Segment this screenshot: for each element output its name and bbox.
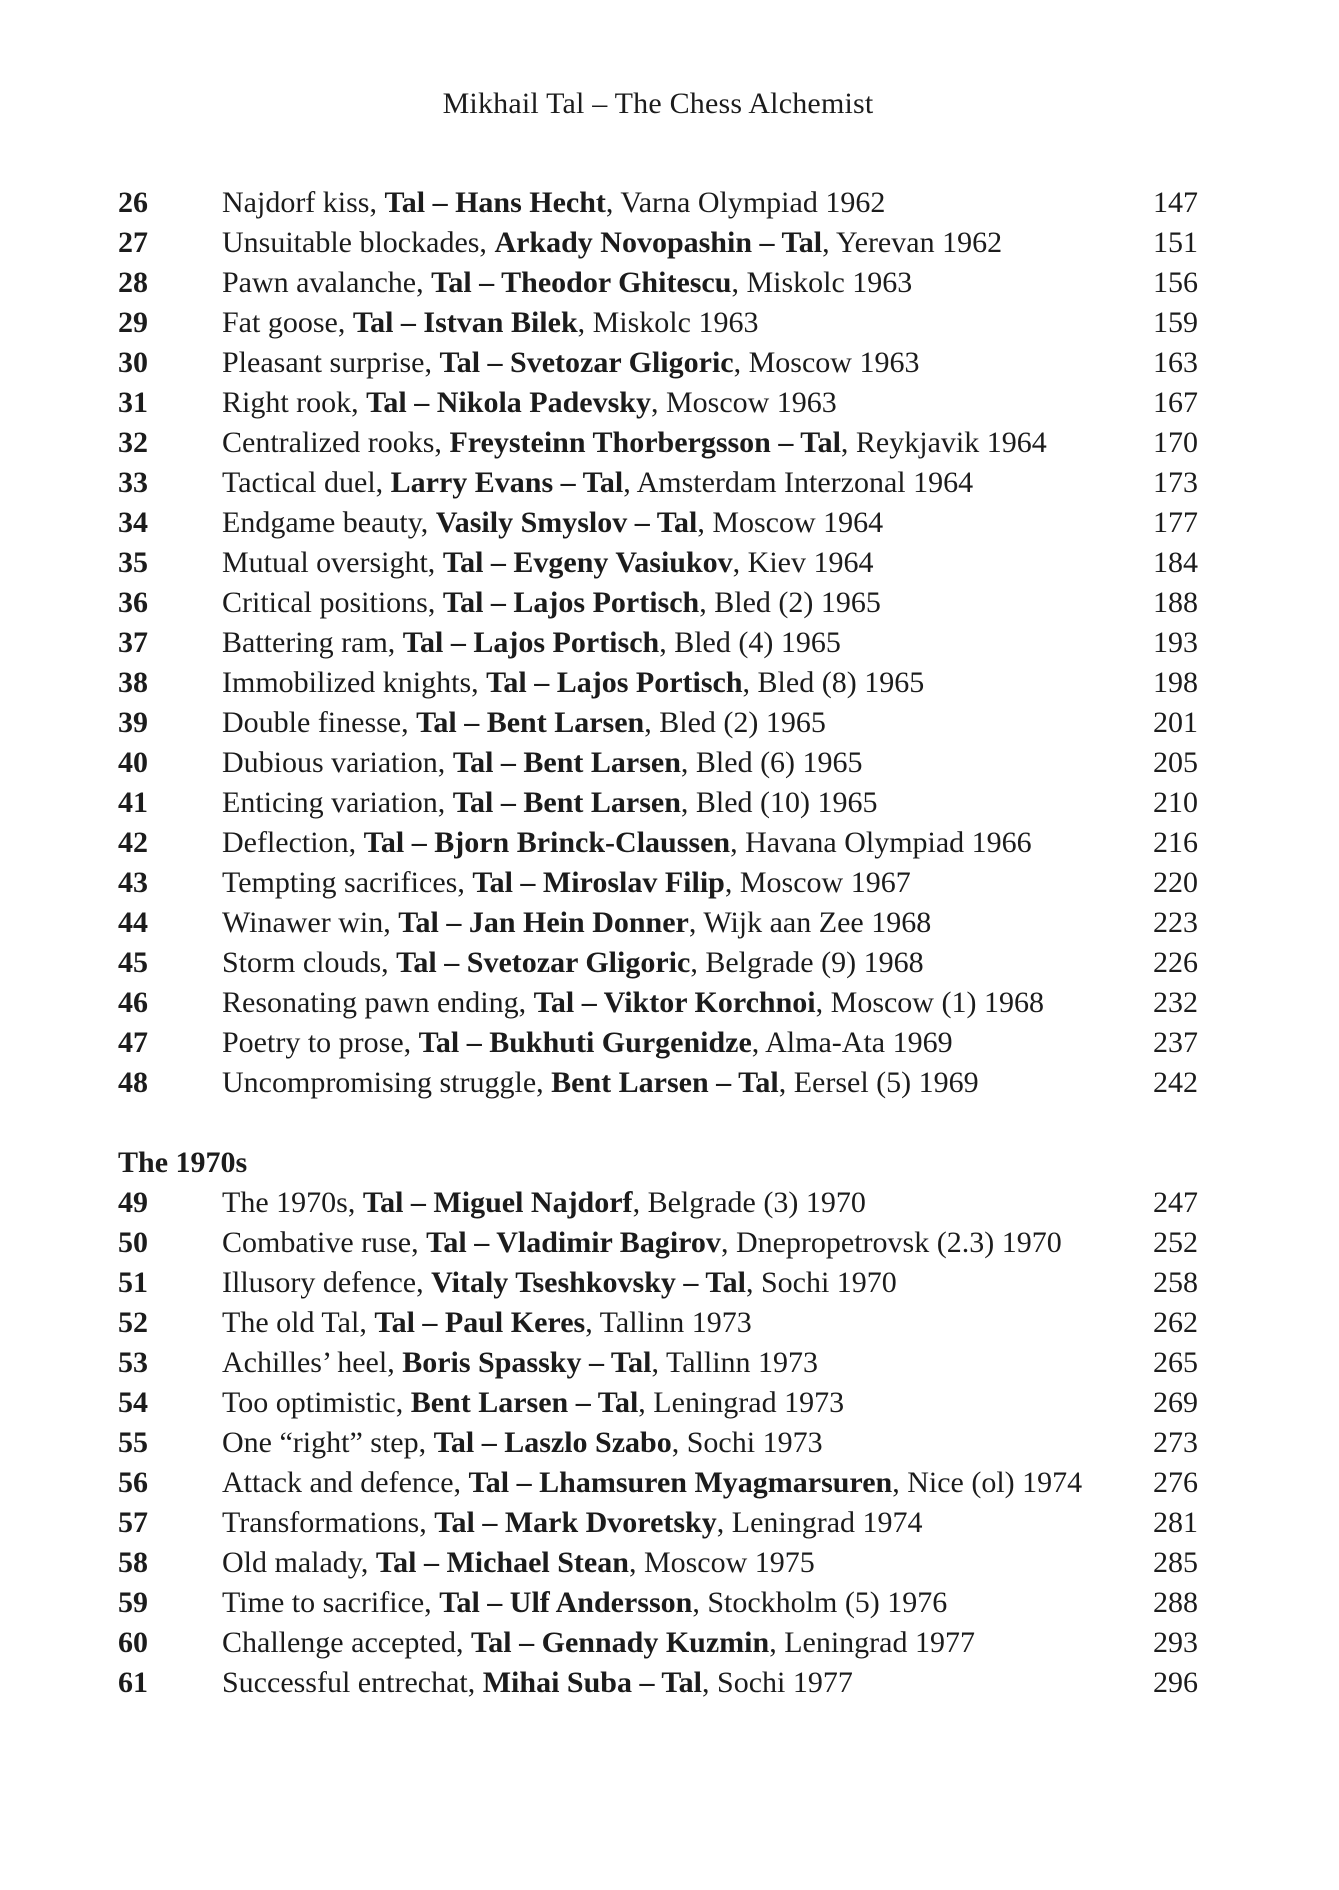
toc-entry [118,1223,1198,1263]
entry-title [222,503,1136,543]
entry-page-number: 265 [1153,1346,1198,1379]
entry-page-number: 205 [1153,746,1198,779]
toc-entry [118,703,1198,743]
entry-title-suffix: , Bled (8) 1965 [742,666,925,699]
entry-title-suffix: , Moscow 1967 [724,866,911,899]
toc-entry [118,863,1198,903]
entry-players: Tal – Evgeny Vasiukov [442,546,733,579]
entry-players: Boris Spassky – Tal [402,1346,652,1379]
entry-page-number: 184 [1153,546,1198,579]
entry-title [222,543,1136,583]
entry-title-suffix: , Moscow (1) 1968 [815,986,1044,1019]
entry-players: Tal – Ulf Andersson [439,1586,693,1619]
entry-number: 38 [118,666,148,699]
entry-title-suffix: , Miskolc 1963 [731,266,913,299]
entry-title [222,983,1136,1023]
entry-title-suffix: , Dnepropetrovsk (2.3) 1970 [720,1226,1062,1259]
entry-number: 43 [118,866,148,899]
entry-number: 51 [118,1266,148,1299]
entry-number: 35 [118,546,148,579]
entry-players: Tal – Hans Hecht [384,186,606,219]
entry-page-number: 210 [1153,786,1198,819]
entry-title-suffix: , Kiev 1964 [732,546,874,579]
entry-title-suffix: , Tallinn 1973 [585,1306,752,1339]
section-heading: The 1970s [118,1146,248,1179]
entry-page-number: 159 [1153,306,1198,339]
entry-number: 54 [118,1386,148,1419]
entry-title [222,823,1136,863]
entry-title-suffix: , Sochi 1970 [745,1266,897,1299]
page-title: Mikhail Tal – The Chess Alchemist [442,87,874,120]
entry-title-suffix: , Eersel (5) 1969 [778,1066,979,1099]
entry-title-prefix: Illusory defence, [222,1266,432,1299]
entry-title-prefix: Combative ruse, [222,1226,427,1259]
entry-number: 29 [118,306,148,339]
entry-players: Tal – Miguel Najdorf [362,1186,633,1219]
entry-page-number: 262 [1153,1306,1198,1339]
entry-title-prefix: Fat goose, [222,306,353,339]
entry-title [222,943,1136,983]
entry-title-prefix: Centralized rooks, [222,426,450,459]
entry-title-prefix: Mutual oversight, [222,546,443,579]
entry-page-number: 296 [1153,1666,1198,1699]
entry-players: Tal – Miroslav Filip [472,866,725,899]
entry-title-prefix: One “right” step, [222,1426,434,1459]
entry-page-number: 147 [1153,186,1198,219]
entry-players: Tal – Bent Larsen [452,786,681,819]
entry-page-number: 170 [1153,426,1198,459]
toc-entry [118,1543,1198,1583]
entry-page-number: 288 [1153,1586,1198,1619]
entry-title-suffix: , Varna Olympiad 1962 [605,186,886,219]
entry-number: 42 [118,826,148,859]
toc-entry [118,303,1198,343]
toc-entry [118,383,1198,423]
toc-entry [118,263,1198,303]
entry-players: Bent Larsen – Tal [551,1066,779,1099]
toc-entry [118,1463,1198,1503]
entry-number: 61 [118,1666,148,1699]
entry-players: Tal – Svetozar Gligoric [439,346,734,379]
entry-page-number: 285 [1153,1546,1198,1579]
entry-players: Tal – Lajos Portisch [486,666,743,699]
entry-page-number: 276 [1153,1466,1198,1499]
entry-title-prefix: Old malady, [222,1546,376,1579]
entry-title [222,623,1136,663]
toc-entry [118,1383,1198,1423]
entry-number: 36 [118,586,148,619]
toc-entry [118,1263,1198,1303]
entry-title-prefix: Time to sacrifice, [222,1586,440,1619]
entry-players: Tal – Bent Larsen [416,706,645,739]
toc-entry [118,743,1198,783]
entry-title-suffix: , Alma-Ata 1969 [751,1026,953,1059]
entry-title-prefix: Tactical duel, [222,466,391,499]
entry-page-number: 237 [1153,1026,1198,1059]
entry-title [222,1263,1136,1303]
entry-page-number: 252 [1153,1226,1198,1259]
entry-title-prefix: Poetry to prose, [222,1026,419,1059]
entry-title-prefix: Battering ram, [222,626,403,659]
entry-title-prefix: Unsuitable blockades, [222,226,495,259]
toc-entry [118,1303,1198,1343]
entry-title-prefix: Right rook, [222,386,367,419]
entry-number: 59 [118,1586,148,1619]
toc-entry [118,783,1198,823]
toc-entry [118,943,1198,983]
entry-title-prefix: Storm clouds, [222,946,397,979]
entry-title-prefix: Winawer win, [222,906,399,939]
entry-title [222,263,1136,303]
entry-number: 33 [118,466,148,499]
toc-entry [118,823,1198,863]
entry-title-suffix: , Sochi 1977 [702,1666,853,1699]
entry-title [222,383,1136,423]
entry-title-suffix: , Bled (10) 1965 [680,786,878,819]
entry-number: 27 [118,226,148,259]
entry-title [222,1383,1136,1423]
entry-players: Vasily Smyslov – Tal [435,506,698,539]
entry-title-suffix: , Leningrad 1977 [769,1626,975,1659]
entry-page-number: 163 [1153,346,1198,379]
entry-number: 31 [118,386,148,419]
entry-page-number: 223 [1153,906,1198,939]
entry-number: 48 [118,1066,148,1099]
entry-page-number: 269 [1153,1386,1198,1419]
entry-players: Mihai Suba – Tal [482,1666,703,1699]
entry-title-suffix: , Amsterdam Interzonal 1964 [623,466,974,499]
entry-number: 39 [118,706,148,739]
entry-page-number: 258 [1153,1266,1198,1299]
entry-page-number: 293 [1153,1626,1198,1659]
entry-title-suffix: , Havana Olympiad 1966 [730,826,1032,859]
entry-title-prefix: Successful entrechat, [222,1666,483,1699]
entry-page-number: 273 [1153,1426,1198,1459]
entry-number: 53 [118,1346,148,1379]
entry-title-prefix: Pleasant surprise, [222,346,440,379]
entry-page-number: 173 [1153,466,1198,499]
entry-players: Tal – Laszlo Szabo [433,1426,672,1459]
entry-title [222,1503,1136,1543]
entry-page-number: 201 [1153,706,1198,739]
entry-title [222,703,1136,743]
entry-number: 57 [118,1506,148,1539]
entry-title-suffix: , Wijk aan Zee 1968 [688,906,932,939]
entry-title [222,1183,1136,1223]
entry-players: Tal – Gennady Kuzmin [471,1626,770,1659]
entry-title [222,463,1136,503]
entry-page-number: 188 [1153,586,1198,619]
toc-entry [118,463,1198,503]
entry-title-prefix: Resonating pawn ending, [222,986,534,1019]
entry-title-prefix: Uncompromising struggle, [222,1066,552,1099]
entry-players: Freysteinn Thorbergsson – Tal [449,426,841,459]
entry-title-suffix: , Belgrade (3) 1970 [632,1186,866,1219]
toc-entry [118,503,1198,543]
entry-players: Tal – Bent Larsen [452,746,681,779]
toc-entry [118,1343,1198,1383]
entry-players: Tal – Bukhuti Gurgenidze [418,1026,752,1059]
entry-title [222,1583,1136,1623]
entry-title [222,863,1136,903]
entry-players: Bent Larsen – Tal [410,1386,639,1419]
entry-title-prefix: Challenge accepted, [222,1626,472,1659]
entry-title [222,1343,1136,1383]
entry-title-suffix: , Sochi 1973 [671,1426,823,1459]
entry-page-number: 151 [1153,226,1198,259]
toc-entry [118,983,1198,1023]
entry-number: 47 [118,1026,148,1059]
table-of-contents [118,183,1198,1703]
entry-title-prefix: Endgame beauty, [222,506,436,539]
entry-title-suffix: , Moscow 1963 [733,346,920,379]
entry-title-suffix: , Bled (6) 1965 [680,746,863,779]
entry-title-prefix: Critical positions, [222,586,443,619]
entry-players: Tal – Nikola Padevsky [366,386,651,419]
entry-title-suffix: , Moscow 1963 [650,386,837,419]
entry-title-prefix: Tempting sacrifices, [222,866,473,899]
entry-page-number: 177 [1153,506,1198,539]
entry-title-prefix: Enticing variation, [222,786,453,819]
entry-title-prefix: Dubious variation, [222,746,453,779]
entry-title-prefix: The 1970s, [222,1186,363,1219]
entry-title [222,343,1136,383]
entry-title [222,783,1136,823]
entry-title [222,223,1136,263]
entry-players: Tal – Michael Stean [375,1546,629,1579]
toc-entry [118,1023,1198,1063]
entry-players: Tal – Jan Hein Donner [398,906,689,939]
entry-page-number: 156 [1153,266,1198,299]
entry-title [222,1063,1136,1103]
entry-number: 49 [118,1186,148,1219]
entry-page-number: 226 [1153,946,1198,979]
toc-entry [118,343,1198,383]
entry-page-number: 220 [1153,866,1198,899]
entry-title-suffix: , Tallinn 1973 [651,1346,819,1379]
entry-players: Tal – Viktor Korchnoi [533,986,816,1019]
entry-title-prefix: Transformations, [222,1506,435,1539]
entry-number: 55 [118,1426,148,1459]
entry-page-number: 247 [1153,1186,1198,1219]
entry-title-prefix: Too optimistic, [222,1386,411,1419]
entry-players: Tal – Mark Dvoretsky [434,1506,717,1539]
entry-players: Larry Evans – Tal [390,466,624,499]
entry-title [222,423,1136,463]
entry-title [222,183,1136,223]
toc-entry [118,183,1198,223]
entry-players: Tal – Theodor Ghitescu [431,266,732,299]
entry-players: Vitaly Tseshkovsky – Tal [431,1266,746,1299]
entry-title-prefix: Najdorf kiss, [222,186,385,219]
entry-title-suffix: , Moscow 1964 [697,506,884,539]
entry-players: Tal – Svetozar Gligoric [396,946,691,979]
entry-title [222,1223,1136,1263]
entry-title-suffix: , Moscow 1975 [628,1546,815,1579]
toc-entry [118,623,1198,663]
toc-entry [118,1663,1198,1703]
entry-title-suffix: , Bled (2) 1965 [644,706,826,739]
entry-title-prefix: Pawn avalanche, [222,266,432,299]
toc-entry [118,583,1198,623]
entry-title-suffix: , Leningrad 1973 [638,1386,845,1419]
entry-number: 58 [118,1546,148,1579]
entry-title-prefix: Immobilized knights, [222,666,487,699]
toc-entry [118,543,1198,583]
entry-title [222,1023,1136,1063]
entry-title [222,1623,1136,1663]
entry-number: 40 [118,746,148,779]
entry-page-number: 167 [1153,386,1198,419]
entry-title-prefix: The old Tal, [222,1306,375,1339]
toc-entry [118,1063,1198,1103]
entry-number: 56 [118,1466,148,1499]
entry-players: Tal – Bjorn Brinck-Claussen [363,826,731,859]
toc-entry [118,1583,1198,1623]
entry-title-suffix: , Bled (4) 1965 [659,626,841,659]
entry-number: 30 [118,346,148,379]
entry-number: 37 [118,626,148,659]
entry-title [222,1463,1136,1503]
toc-entry [118,223,1198,263]
entry-title [222,583,1136,623]
entry-players: Tal – Lajos Portisch [402,626,660,659]
toc-entry [118,903,1198,943]
entry-page-number: 232 [1153,986,1198,1019]
entry-page-number: 193 [1153,626,1198,659]
toc-entry [118,1503,1198,1543]
entry-title-prefix: Attack and defence, [222,1466,469,1499]
entry-title [222,303,1136,343]
entry-number: 44 [118,906,148,939]
entry-number: 45 [118,946,148,979]
entry-page-number: 216 [1153,826,1198,859]
toc-entry [118,1183,1198,1223]
entry-players: Arkady Novopashin – Tal [494,226,823,259]
toc-entry [118,1623,1198,1663]
entry-number: 46 [118,986,148,1019]
entry-title-suffix: , Leningrad 1974 [716,1506,923,1539]
toc-entry [118,423,1198,463]
entry-title [222,1663,1136,1703]
entry-number: 28 [118,266,148,299]
entry-page-number: 242 [1153,1066,1198,1099]
entry-players: Tal – Lajos Portisch [442,586,700,619]
entry-title-suffix: , Reykjavik 1964 [840,426,1047,459]
entry-title [222,663,1136,703]
entry-players: Tal – Lhamsuren Myagmarsuren [468,1466,893,1499]
entry-number: 26 [118,186,148,219]
entry-title-prefix: Deflection, [222,826,364,859]
entry-number: 41 [118,786,148,819]
entry-page-number: 198 [1153,666,1198,699]
entry-title [222,903,1136,943]
entry-title-prefix: Achilles’ heel, [222,1346,403,1379]
entry-title [222,1423,1136,1463]
entry-number: 34 [118,506,148,539]
entry-title [222,1543,1136,1583]
entry-title-suffix: , Belgrade (9) 1968 [690,946,924,979]
entry-title-suffix: , Yerevan 1962 [822,226,1003,259]
entry-players: Tal – Vladimir Bagirov [426,1226,721,1259]
entry-page-number: 281 [1153,1506,1198,1539]
toc-entry [118,663,1198,703]
entry-title [222,1303,1136,1343]
entry-number: 60 [118,1626,148,1659]
entry-title-suffix: , Bled (2) 1965 [699,586,881,619]
entry-players: Tal – Paul Keres [374,1306,586,1339]
entry-title-suffix: , Miskolc 1963 [577,306,759,339]
entry-title-suffix: , Nice (ol) 1974 [892,1466,1083,1499]
entry-number: 52 [118,1306,148,1339]
entry-title [222,743,1136,783]
entry-title-prefix: Double finesse, [222,706,417,739]
entry-number: 32 [118,426,148,459]
entry-title-suffix: , Stockholm (5) 1976 [692,1586,948,1619]
entry-players: Tal – Istvan Bilek [352,306,578,339]
toc-entry [118,1423,1198,1463]
entry-number: 50 [118,1226,148,1259]
